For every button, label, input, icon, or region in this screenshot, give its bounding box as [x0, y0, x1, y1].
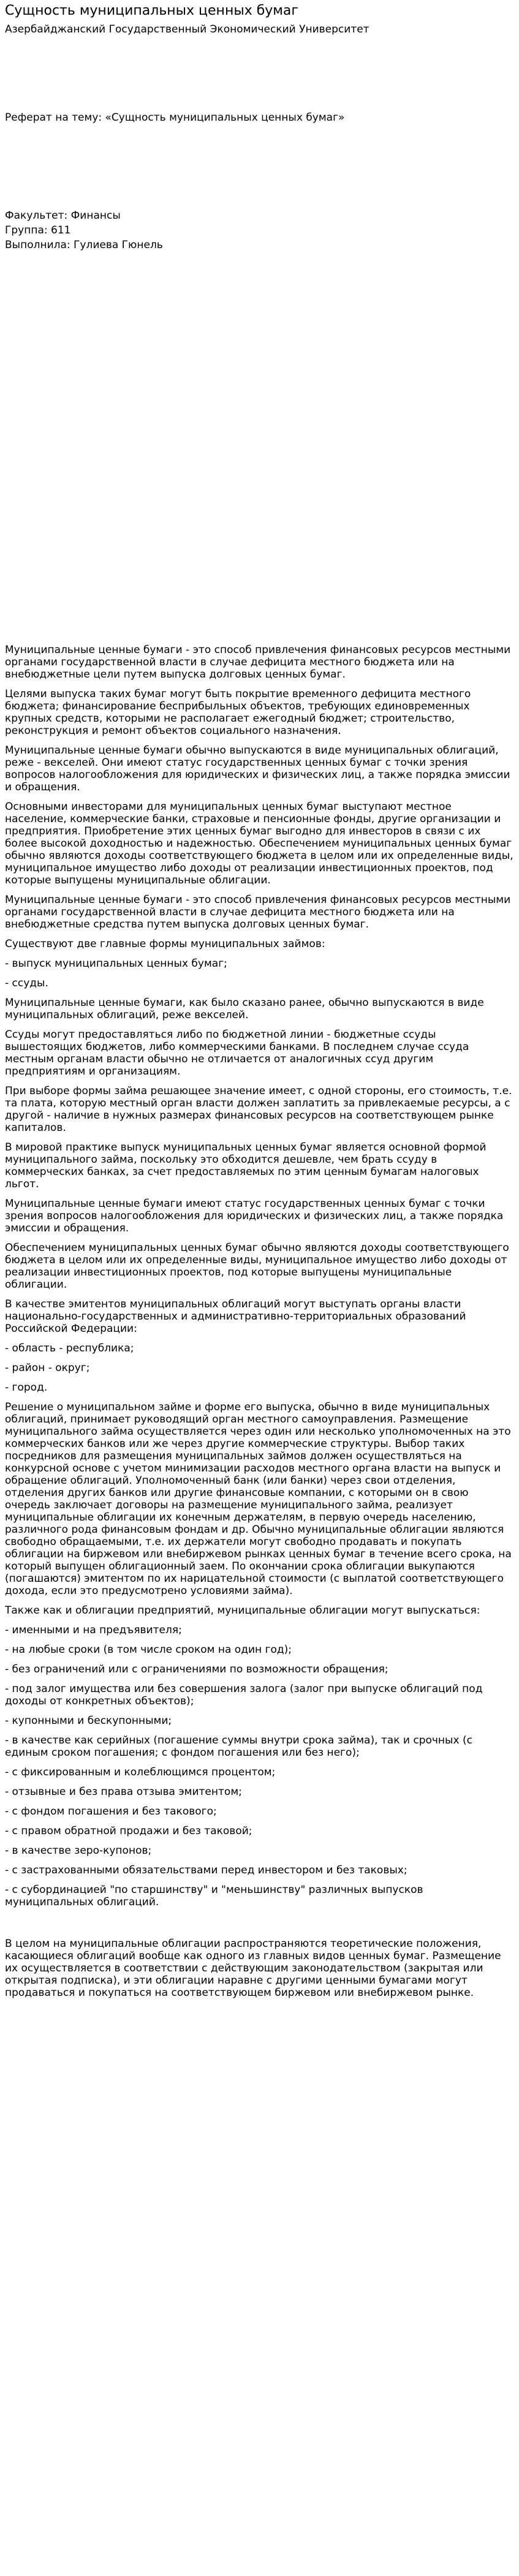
paragraph: Ссуды могут предоставляться либо по бюджетной линии - бюджетные ссуды вышестоящих бюджетов, либо коммерческими банками. В последнем случае ссуда местным органам власти обычно не отличается от аналогичных ссуд другим предприятиям и организациям. — [5, 1029, 469, 1078]
list-item: - с фиксированным и колеблющимся процентом; — [5, 1766, 276, 1778]
author-info — [5, 210, 163, 254]
list-item: - с правом обратной продажи и без таковой; — [5, 1825, 252, 1837]
list-item: - без ограничений или с ограничениями по возможности обращения; — [5, 1663, 388, 1675]
paragraph: В мировой практике выпуск муниципальных ценных бумаг является основной формой муниципального займа, поскольку это обходится дешевле, чем брать ссуду в коммерческих банках, за счет предоставляемых по этим ценным бумагам налоговых льгот. — [5, 1141, 487, 1190]
paragraph: При выборе формы займа решающее значение имеет, с одной стороны, его стоимость, т.е. та плата, которую местный орган власти должен заплатить за привлекаемые ресурсы, а с другой - наличие в нужных размерах финансовых ресурсов на соответствующем рынке капиталов. — [5, 1085, 512, 1134]
paragraph: В качестве эмитентов муниципальных облигаций могут выступать органы власти национально-государственных и административно-территориальных образований Российской Федерации: — [5, 1298, 466, 1335]
paragraph: Муниципальные ценные бумаги - это способ привлечения финансовых ресурсов местными органами государственной власти в случае дефицита местного бюджета или на внебюджетные цели путем выпуска долговых ценных бумаг. — [5, 644, 511, 681]
author-line: Выполнила: Гулиева Гюнель — [5, 239, 163, 251]
list-item: - город. — [5, 1381, 48, 1394]
list-item: - район - округ; — [5, 1362, 90, 1374]
list-item: - с фондом погашения и без такового; — [5, 1805, 217, 1818]
list-item: - с субординацией "по старшинству" и "меньшинству" различных выпусков муниципальных облигаций. — [5, 1884, 423, 1908]
paragraph: Муниципальные ценные бумаги - это способ привлечения финансовых ресурсов местными органами государственной власти в случае дефицита местного бюджета или на внебюджетные средства путем выпуска долговых ценных бумаг. — [5, 894, 511, 931]
list-item: - с застрахованными обязательствами перед инвестором и без таковых; — [5, 1864, 407, 1876]
paragraph: В целом на муниципальные облигации распространяются теоретические положения, касающиеся облигаций вообще как одного из главных видов ценных бумаг. Размещение их осуществляется в соответствии с действующим законодательством (закрытая или открытая подписка), и эти облигации наравне с другими ценными бумагами могут продаваться и покупаться на соответствующем биржевом или внебиржевом рынке. — [5, 1938, 501, 1999]
paragraph: Муниципальные ценные бумаги имеют статус государственных ценных бумаг с точки зрения вопросов налогообложения для юридических и физических лиц, а также порядка эмиссии и обращения. — [5, 1198, 504, 1234]
paragraph: Основными инвесторами для муниципальных ценных бумаг выступают местное население, коммерческие банки, страховые и пенсионные фонды, другие организации и предприятия. Приобретение этих ценных бумаг выгодно для инвесторов в связи с их более высокой доходностью и надежностью. Обеспечением муниципальных ценных бумаг обычно являются доходы соответствующего бюджета в целом или их определенные виды, муниципальное имущество либо доходы от реализации инвестиционных проектов, под которые выпущены муниципальные облигации. — [5, 801, 513, 886]
list-item: - отзывные и без права отзыва эмитентом; — [5, 1786, 242, 1798]
paragraph: Решение о муниципальном займе и форме его выпуска, обычно в виде муниципальных облигаций, принимает руководящий орган местного самоуправления. Размещение муниципального займа осуществляется через один или несколько уполномоченных на это коммерческих банков или же через другие коммерческие структуры. Выбор таких посредников для размещения муниципальных займов должен осуществляться на конкурсной основе с учетом минимизации расходов местного органа власти на выпуск и обращение облигаций. Уполномоченный банк (или банки) через свои отделения, отделения других банков или другие финансовые компании, с которыми он в свою очередь заключает договоры на размещение муниципального займа, реализует муниципальные облигации их конечным держателям, в первую очередь населению, различного рода финансовым фондам и др. Обычно муниципальные облигации являются свободно обращаемыми, т.е. их держатели могут свободно продавать и покупать облигации на биржевом или внебиржевом рынках ценных бумаг в течение всего срока, на который выпущен облигационный заем. По окончании срока облигации выкупаются (погашаются) эмитентом по их нарицательной стоимости (с выплатой соответствующего дохода, если это предусмотрено условиями займа). — [5, 1401, 512, 1597]
list-item: - в качестве зеро-купонов; — [5, 1845, 152, 1857]
paragraph: Обеспечением муниципальных ценных бумаг обычно являются доходы соответствующего бюджета в целом или их определенные виды, муниципальное имущество либо доходы от реализации инвестиционных проектов, под которые выпущены муниципальные облигации. — [5, 1242, 509, 1291]
list-item: - в качестве как серийных (погашение суммы внутри срока займа), так и срочных (с единым сроком погашения; с фондом погашения или без него); — [5, 1734, 472, 1759]
university-name: Азербайджанский Государственный Экономический Университет — [5, 23, 369, 36]
document-title: Сущность муниципальных ценных бумаг — [5, 3, 298, 18]
list-item: - выпуск муниципальных ценных бумаг; — [5, 958, 227, 970]
paragraph: Муниципальные ценные бумаги, как было сказано ранее, обычно выпускаются в виде муниципальных облигаций, реже векселей. — [5, 997, 484, 1021]
list-item: - под залог имущества или без совершения залога (залог при выпуске облигаций под доходы от конкретных объектов); — [5, 1683, 483, 1707]
paragraph: Также как и облигации предприятий, муниципальные облигации могут выпускаться: — [5, 1604, 480, 1617]
list-item: - купонными и бескупонными; — [5, 1715, 172, 1727]
essay-topic: Реферат на тему: «Сущность муниципальных ценных бумаг» — [5, 111, 345, 124]
list-item: - именными и на предъявителя; — [5, 1624, 182, 1636]
faculty-line: Факультет: Финансы — [5, 210, 121, 222]
group-line: Группа: 611 — [5, 224, 71, 236]
list-item: - на любые сроки (в том числе сроком на один год); — [5, 1644, 292, 1656]
document-body — [5, 644, 515, 2006]
paragraph: Целями выпуска таких бумаг могут быть покрытие временного дефицита местного бюджета; финансирование бесприбыльных объектов, требующих единовременных крупных средств, которыми не располагает ежегодный бюджет; строительство, реконструкция и ремонт объектов социального назначения. — [5, 688, 471, 737]
list-item: - ссуды. — [5, 977, 48, 989]
paragraph: Муниципальные ценные бумаги обычно выпускаются в виде муниципальных облигаций, реже - векселей. Они имеют статус государственных ценных бумаг с точки зрения вопросов налогообложения для юридических и физических лиц, а также порядка эмиссии и обращения. — [5, 744, 510, 793]
paragraph: Существуют две главные формы муниципальных займов: — [5, 938, 325, 950]
list-item: - область - республика; — [5, 1342, 134, 1354]
